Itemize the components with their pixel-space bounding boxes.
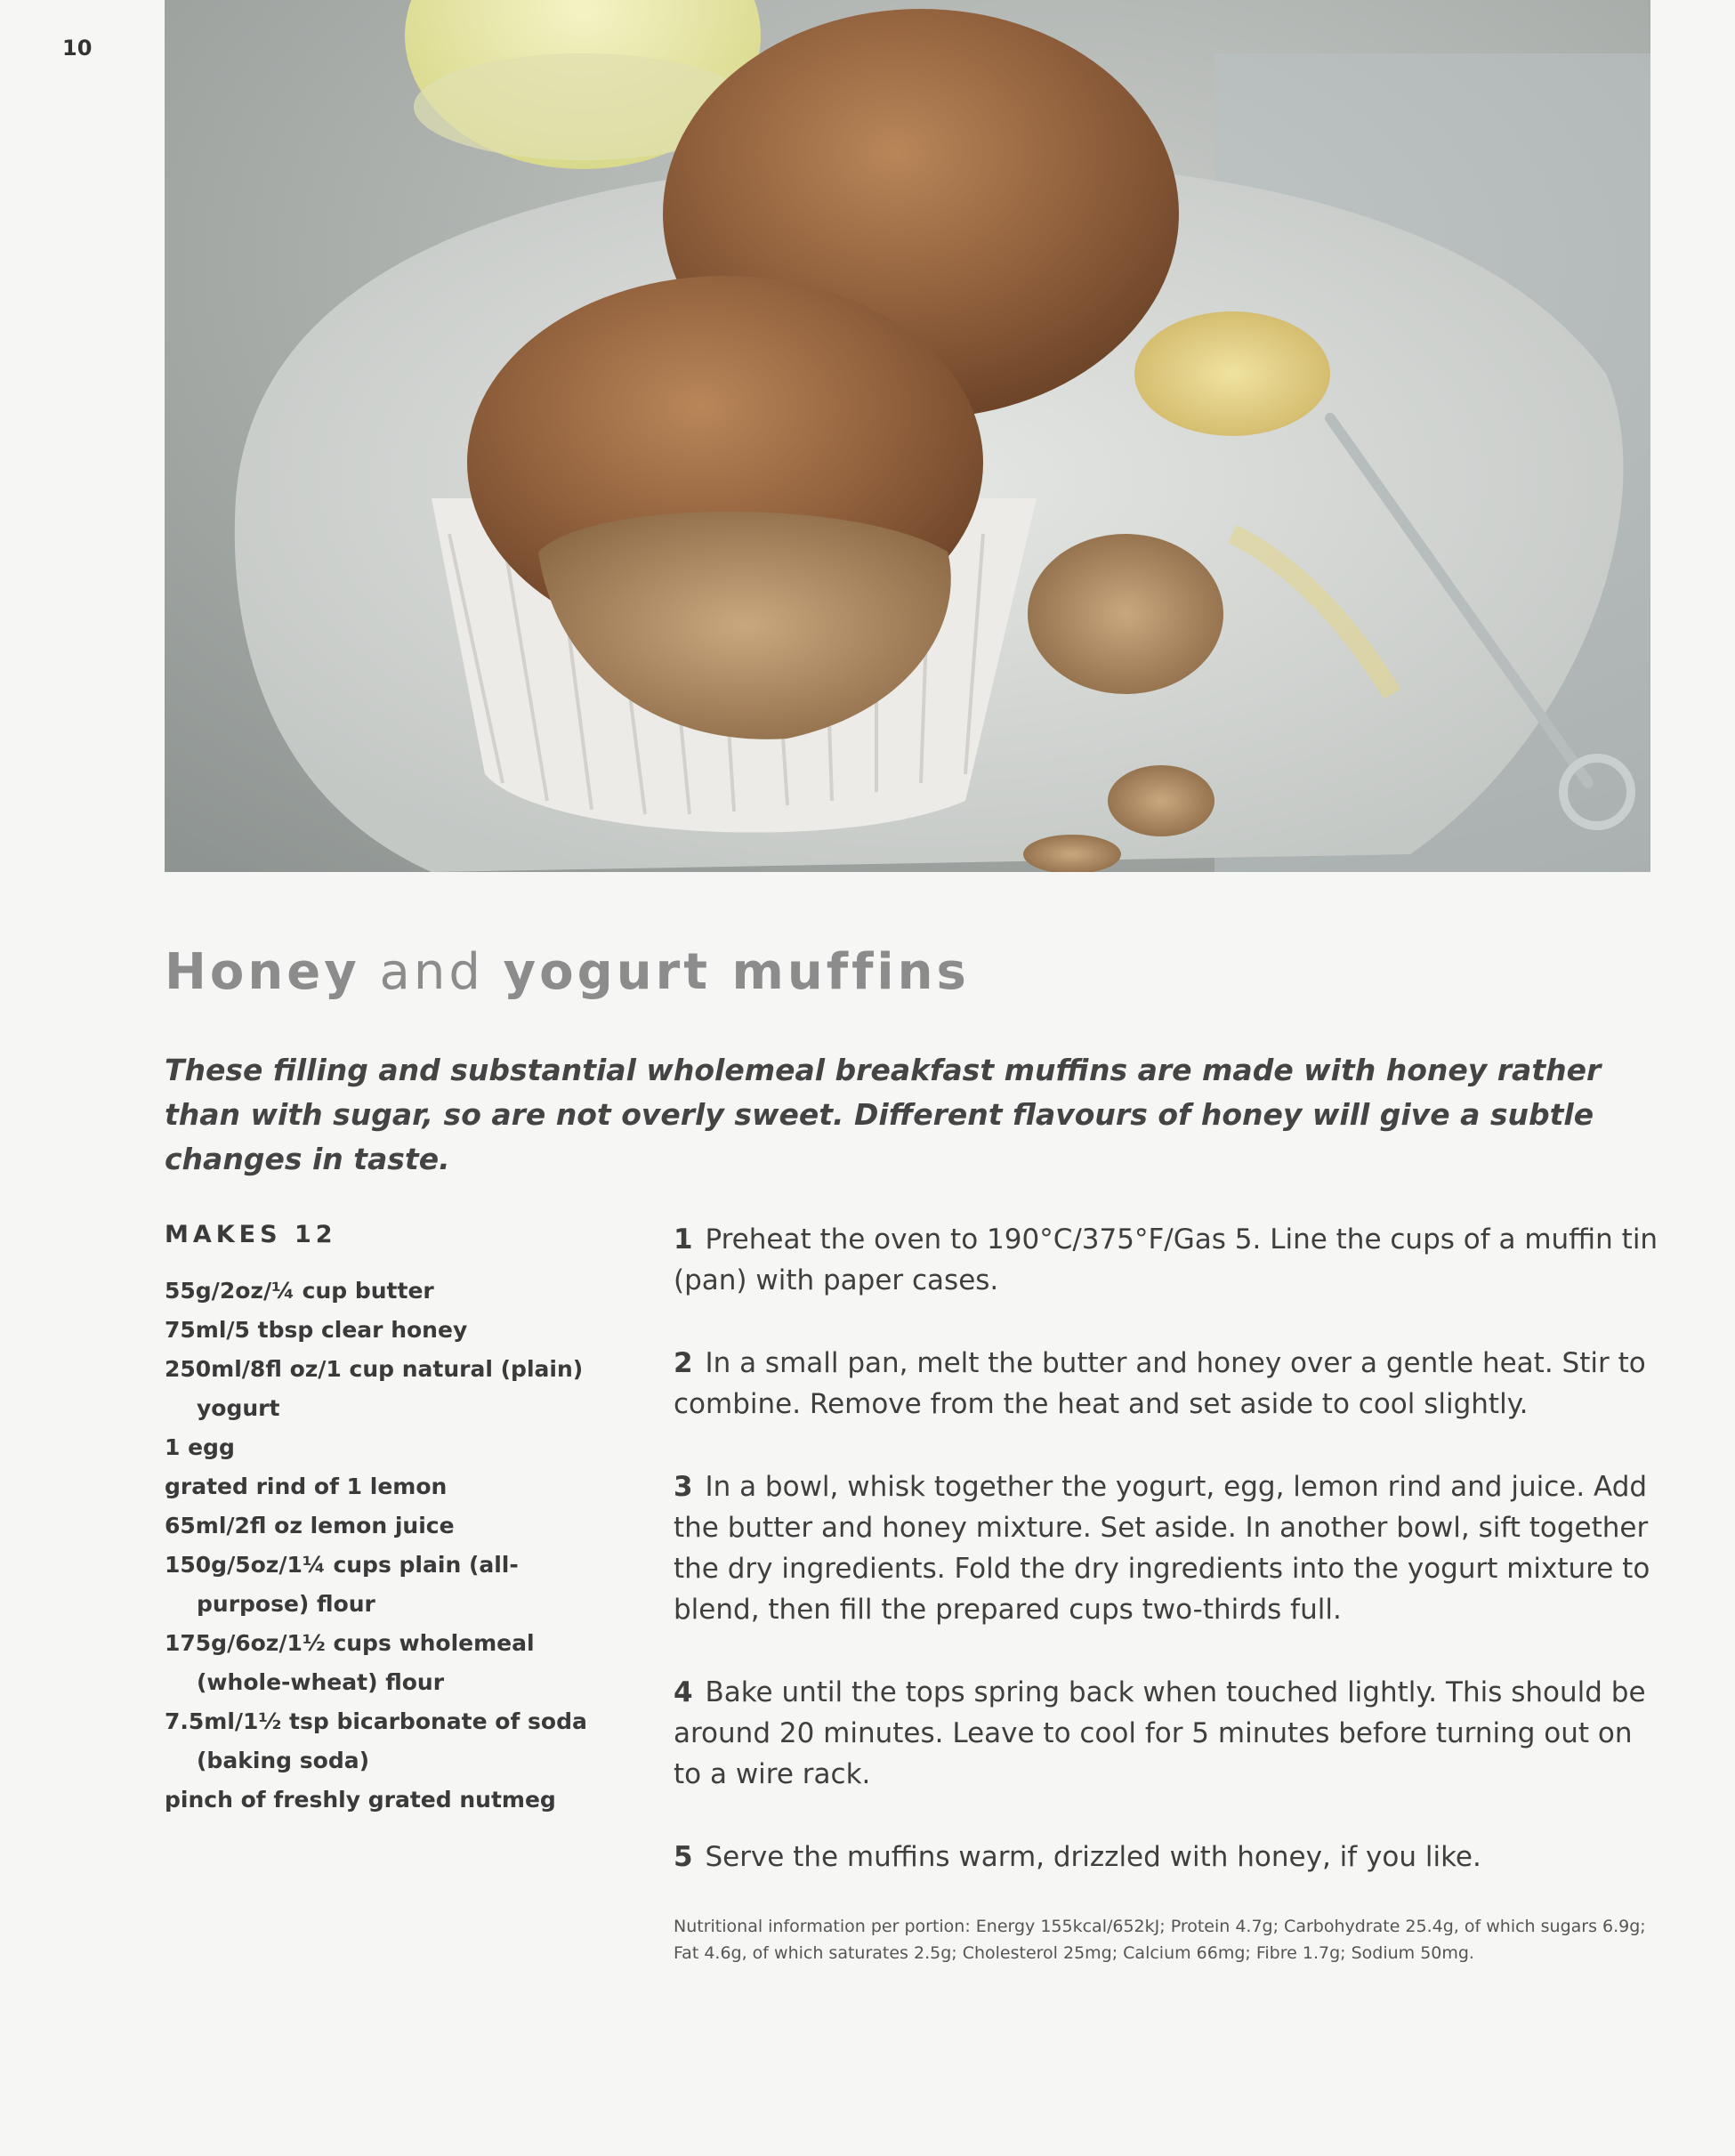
- recipe-intro: These filling and substantial wholemeal breakfast muffins are made with honey rather than with sugar, so are not overly sweet. Different flavours of honey will give a subtle changes in taste.: [165, 1053, 1602, 1176]
- ingredient-item: 7.5ml/1½ tsp bicarbonate of soda (baking soda): [165, 1708, 587, 1773]
- ingredient-item: 250ml/8fl oz/1 cup natural (plain) yogurt: [165, 1356, 584, 1421]
- page-number: 10: [62, 36, 93, 61]
- title-word-honey: Honey: [165, 943, 360, 1001]
- ingredient-item: pinch of freshly grated nutmeg: [165, 1787, 556, 1813]
- ingredients-section: [165, 1221, 627, 1820]
- ingredient-item: 175g/6oz/1½ cups wholemeal (whole-wheat) flour: [165, 1630, 535, 1695]
- method-step: [674, 1672, 1661, 1795]
- step-text: Serve the muffins warm, drizzled with honey, if you like.: [705, 1841, 1481, 1873]
- step-text: In a small pan, melt the butter and honey over a gentle heat. Stir to combine. Remove from the heat and set aside to cool slightly.: [674, 1347, 1646, 1420]
- recipe-photo: [165, 0, 1650, 872]
- step-number: 3: [674, 1471, 693, 1503]
- ingredient-item: 75ml/5 tbsp clear honey: [165, 1317, 468, 1343]
- ingredient-item: grated rind of 1 lemon: [165, 1474, 448, 1499]
- title-words-yogurt-muffins: yogurt muffins: [503, 943, 970, 1001]
- recipe-yield: MAKES 12: [165, 1221, 337, 1248]
- ingredient-item: 1 egg: [165, 1434, 235, 1460]
- step-text: Bake until the tops spring back when touched lightly. This should be around 20 minutes. Leave to cool for 5 minutes before turning out on to a wire rack.: [674, 1676, 1646, 1790]
- ingredient-item: 150g/5oz/1¼ cups plain (all-purpose) flour: [165, 1552, 519, 1617]
- step-number: 4: [674, 1676, 693, 1708]
- method-step: [674, 1466, 1661, 1630]
- nutritional-information: Nutritional information per portion: Energy 155kcal/652kJ; Protein 4.7g; Carbohydrate 25.4g, of which sugars 6.9g; Fat 4.6g, of which saturates 2.5g; Cholesterol 25mg; Calcium 66mg; Fibre 1.7g; Sodium 50mg.: [674, 1917, 1646, 1963]
- step-number: 2: [674, 1347, 693, 1379]
- muffins-illustration: [165, 0, 1650, 872]
- method-step: [674, 1219, 1661, 1301]
- title-word-and: and: [359, 943, 504, 1001]
- recipe-title: [165, 943, 970, 1001]
- step-text: In a bowl, whisk together the yogurt, egg, lemon rind and juice. Add the butter and honey mixture. Set aside. In another bowl, sift together the dry ingredients. Fold the dry ingredients into the yogurt mixture to blend, then fill the prepared cups two-thirds full.: [674, 1471, 1650, 1626]
- method-step: [674, 1343, 1661, 1425]
- step-number: 5: [674, 1841, 693, 1873]
- method-section: [674, 1219, 1661, 1919]
- ingredient-item: 55g/2oz/¼ cup butter: [165, 1278, 434, 1304]
- method-step: [674, 1837, 1661, 1877]
- step-number: 1: [674, 1223, 693, 1256]
- ingredient-item: 65ml/2fl oz lemon juice: [165, 1513, 455, 1538]
- ingredient-list: [165, 1272, 627, 1820]
- step-text: Preheat the oven to 190°C/375°F/Gas 5. Line the cups of a muffin tin (pan) with paper cases.: [674, 1223, 1658, 1296]
